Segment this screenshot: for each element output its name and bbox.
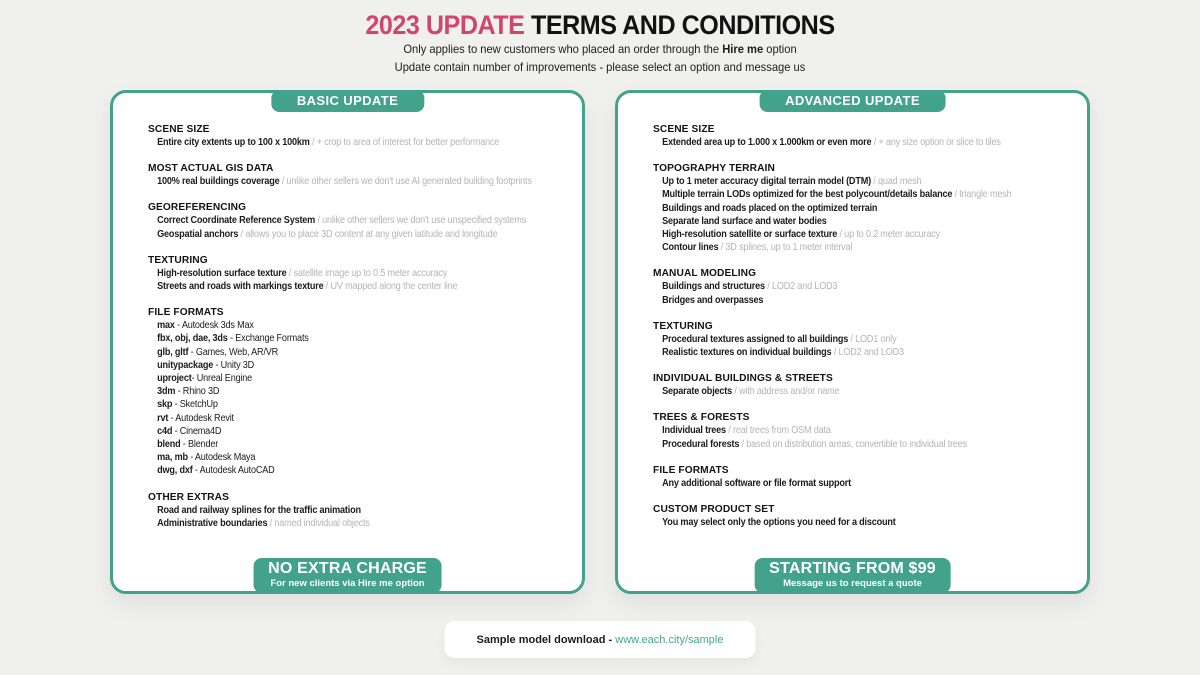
feature-item xyxy=(653,516,1035,529)
price-badge-subtitle: Message us to request a quote xyxy=(783,578,922,589)
section-title: TEXTURING xyxy=(148,253,208,266)
item-main-text: uproject xyxy=(157,373,192,385)
item-note: / based on distribution areas, convertible to individual trees xyxy=(739,438,968,450)
item-description: - Games, Web, AR/VR xyxy=(188,346,279,358)
item-main-text: Road and railway splines for the traffic animation xyxy=(157,504,361,516)
item-note: / allows you to place 3D content at any given latitude and longitude xyxy=(238,228,498,240)
subtitle-line-2: Update contain number of improvements - please select an option and message us xyxy=(394,59,806,74)
item-main-text: unitypackage xyxy=(157,359,214,371)
price-badge-basic xyxy=(253,558,442,593)
item-description: - Cinema4D xyxy=(172,425,222,437)
feature-item xyxy=(148,228,530,241)
item-note: / LOD1 only xyxy=(848,333,897,345)
section xyxy=(653,123,1073,149)
feature-item xyxy=(653,385,1035,398)
feature-item xyxy=(148,175,530,188)
item-main-text: Individual trees xyxy=(662,425,726,437)
item-note: / unlike other sellers we don't use unspecified systems xyxy=(315,215,527,227)
item-main-text: Contour lines xyxy=(662,242,719,254)
subtitle-line-1 xyxy=(42,42,1158,58)
item-main-text: rvt xyxy=(157,412,169,424)
item-main-text: ma, mb xyxy=(157,452,188,464)
section xyxy=(653,320,1073,359)
panel-advanced-update xyxy=(615,90,1090,594)
item-note: / real trees from OSM data xyxy=(725,425,831,437)
sample-download-link[interactable]: www.each.city/sample xyxy=(615,633,724,646)
sample-download-label: Sample model download - xyxy=(476,633,616,646)
section-title: TEXTURING xyxy=(653,319,713,332)
feature-item xyxy=(148,346,530,359)
item-note: / 3D splines, up to 1 meter interval xyxy=(718,242,853,254)
section-title: MANUAL MODELING xyxy=(653,267,757,280)
item-main-text: c4d xyxy=(157,425,173,437)
feature-item xyxy=(653,202,1035,215)
panel-sections xyxy=(113,93,582,530)
section xyxy=(148,162,568,188)
price-badge-advanced xyxy=(754,558,951,593)
section xyxy=(653,162,1073,254)
section-title: TOPOGRAPHY TERRAIN xyxy=(653,162,775,175)
item-main-text: Bridges and overpasses xyxy=(662,294,764,306)
item-main-text: Entire city extents up to 100 x 100km xyxy=(157,137,310,148)
section-title: CUSTOM PRODUCT SET xyxy=(653,503,775,516)
panel-basic-update xyxy=(110,90,585,594)
basic-update-badge: BASIC UPDATE xyxy=(271,90,424,112)
feature-item xyxy=(653,424,1035,437)
item-description: - Autodesk Maya xyxy=(187,452,256,464)
subtitle-1-pre: Only applies to new customers who placed an order through the xyxy=(403,42,723,56)
feature-item xyxy=(148,319,530,332)
subtitle-1-post: option xyxy=(763,42,797,56)
feature-item xyxy=(148,280,530,293)
feature-item xyxy=(148,464,530,477)
section xyxy=(653,372,1073,398)
feature-item xyxy=(653,294,1035,307)
feature-item xyxy=(653,228,1035,241)
price-badge-title: NO EXTRA CHARGE xyxy=(268,560,427,577)
section-title: INDIVIDUAL BUILDINGS & STREETS xyxy=(653,372,833,385)
item-main-text: glb, gltf xyxy=(157,346,189,358)
item-main-text: max xyxy=(157,320,175,332)
section-title: FILE FORMATS xyxy=(653,463,729,476)
page-title xyxy=(42,10,1158,40)
feature-item xyxy=(148,136,530,149)
feature-item xyxy=(653,333,1035,346)
item-main-text: fbx, obj, dae, 3ds xyxy=(157,333,228,345)
feature-item xyxy=(148,385,530,398)
feature-item xyxy=(148,332,530,345)
feature-item xyxy=(148,412,530,425)
item-description: - Rhino 3D xyxy=(175,386,220,398)
feature-item xyxy=(653,215,1035,228)
feature-item xyxy=(653,346,1035,359)
feature-item xyxy=(653,175,1035,188)
item-main-text: Separate objects xyxy=(662,386,733,398)
section xyxy=(148,491,568,530)
item-description: - Autodesk 3ds Max xyxy=(174,320,254,332)
item-description: - Exchange Formats xyxy=(227,333,309,345)
item-note: / + any size option or slice to tiles xyxy=(871,137,1001,148)
item-main-text: Up to 1 meter accuracy digital terrain model (DTM) xyxy=(662,176,871,188)
feature-item xyxy=(653,280,1035,293)
item-description: - Unreal Engine xyxy=(191,373,253,385)
feature-item xyxy=(653,438,1035,451)
item-note: / satellite image up to 0.5 meter accuracy xyxy=(286,267,448,279)
item-note: / with address and/or name xyxy=(732,386,840,398)
section-title: OTHER EXTRAS xyxy=(148,490,229,503)
item-main-text: Streets and roads with markings texture xyxy=(157,281,324,293)
item-main-text: skp xyxy=(157,399,173,411)
feature-item xyxy=(653,477,1035,490)
section-title: TREES & FORESTS xyxy=(653,411,750,424)
item-main-text: 3dm xyxy=(157,386,176,398)
item-main-text: Realistic textures on individual buildings xyxy=(662,347,832,359)
feature-item xyxy=(653,136,1035,149)
item-note: / UV mapped along the center line xyxy=(323,281,458,293)
section xyxy=(653,503,1073,529)
item-main-text: 100% real buildings coverage xyxy=(157,176,280,188)
item-note: / up to 0.2 meter accuracy xyxy=(837,229,940,241)
section xyxy=(148,201,568,240)
section xyxy=(148,123,568,149)
price-badge-subtitle: For new clients via Hire me option xyxy=(270,578,425,589)
item-main-text: Administrative boundaries xyxy=(157,517,268,529)
feature-item xyxy=(148,517,530,530)
item-main-text: Multiple terrain LODs optimized for the best polycount/details balance xyxy=(662,189,953,201)
feature-item xyxy=(148,398,530,411)
item-main-text: Buildings and structures xyxy=(662,281,765,293)
item-note: / triangle mesh xyxy=(952,189,1012,201)
feature-item xyxy=(148,372,530,385)
page-header xyxy=(42,10,1158,75)
item-main-text: Geospatial anchors xyxy=(157,228,239,240)
section-title: SCENE SIZE xyxy=(148,123,210,135)
section-title: GEOREFERENCING xyxy=(148,201,247,214)
feature-item xyxy=(148,359,530,372)
feature-item xyxy=(148,504,530,517)
item-note: / quad mesh xyxy=(870,176,922,188)
section xyxy=(148,254,568,293)
advanced-update-badge: ADVANCED UPDATE xyxy=(759,90,946,112)
item-main-text: Extended area up to 1.000 x 1.000km or even more xyxy=(662,137,872,148)
item-description: - Autodesk Revit xyxy=(168,412,234,424)
feature-item xyxy=(148,425,530,438)
feature-item xyxy=(148,267,530,280)
item-note: / + crop to area of interest for better performance xyxy=(309,137,500,148)
item-main-text: High-resolution surface texture xyxy=(157,267,287,279)
item-main-text: Separate land surface and water bodies xyxy=(662,215,827,227)
section-title: SCENE SIZE xyxy=(653,123,715,135)
item-main-text: Any additional software or file format support xyxy=(662,477,851,489)
feature-item xyxy=(653,188,1035,201)
item-note: / unlike other sellers we don't use AI generated building footprints xyxy=(279,176,532,188)
item-description: - SketchUp xyxy=(172,399,218,411)
sample-download-pill xyxy=(445,621,756,658)
item-main-text: dwg, dxf xyxy=(157,465,193,477)
item-description: - Autodesk AutoCAD xyxy=(192,465,275,477)
item-description: - Blender xyxy=(180,439,219,451)
section xyxy=(653,464,1073,490)
item-main-text: Procedural forests xyxy=(662,438,740,450)
price-badge-title: STARTING FROM $99 xyxy=(769,560,936,577)
section xyxy=(148,306,568,477)
item-main-text: Procedural textures assigned to all buildings xyxy=(662,333,849,345)
item-main-text: You may select only the options you need for a discount xyxy=(662,517,896,529)
item-main-text: High-resolution satellite or surface texture xyxy=(662,229,838,241)
item-note: / LOD2 and LOD3 xyxy=(764,281,838,293)
subtitle-1-hireme: Hire me xyxy=(722,42,764,56)
item-description: - Unity 3D xyxy=(213,359,255,371)
title-year-highlight: 2023 UPDATE xyxy=(365,10,525,40)
feature-item xyxy=(148,451,530,464)
feature-item xyxy=(148,438,530,451)
item-note: / named individual objects xyxy=(267,517,370,529)
section xyxy=(653,267,1073,306)
section xyxy=(653,411,1073,450)
title-rest: TERMS AND CONDITIONS xyxy=(524,10,835,40)
feature-item xyxy=(148,214,530,227)
item-main-text: Buildings and roads placed on the optimized terrain xyxy=(662,202,878,214)
item-main-text: blend xyxy=(157,439,181,451)
panel-sections xyxy=(618,93,1087,529)
item-main-text: Correct Coordinate Reference System xyxy=(157,215,316,227)
section-title: MOST ACTUAL GIS DATA xyxy=(148,162,274,175)
item-note: / LOD2 and LOD3 xyxy=(831,347,904,359)
section-title: FILE FORMATS xyxy=(148,306,224,319)
feature-item xyxy=(653,241,1035,254)
